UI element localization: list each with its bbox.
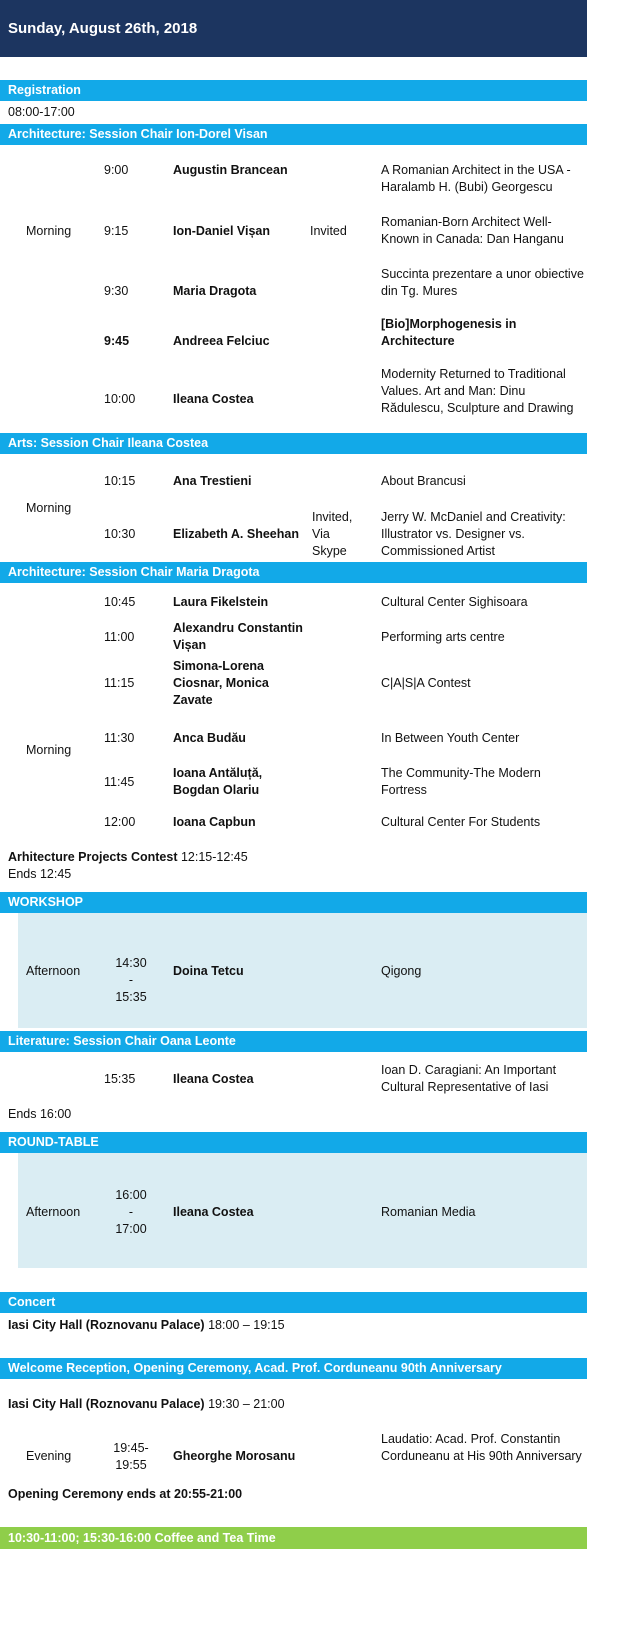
session-end-note: Ends 12:45 <box>8 867 72 881</box>
row-time: 10:30 <box>104 527 136 541</box>
section-header-registration: Registration <box>0 80 587 101</box>
welcome-venue-line <box>8 1396 285 1413</box>
row-time-dash: - <box>128 1205 134 1219</box>
presenter-name: Ileana Costea <box>173 1205 254 1219</box>
row-time: 9:45 <box>104 334 130 348</box>
presentation-title: Performing arts centre <box>381 630 505 644</box>
row-time: 10:45 <box>104 595 136 609</box>
presenter-name: Ion-Daniel Vișan <box>173 224 271 238</box>
period-label: Evening <box>26 1449 72 1463</box>
presenter-name: Doina Tetcu <box>173 964 244 978</box>
section-header-arts: Arts: Session Chair Ileana Costea <box>0 433 587 454</box>
presenter-note: Invited <box>310 224 347 238</box>
presenter-name: Elizabeth A. Sheehan <box>173 527 299 541</box>
row-time: 11:00 <box>104 630 135 644</box>
coffee-break-banner: 10:30-11:00; 15:30-16:00 Coffee and Tea Time <box>0 1527 587 1549</box>
venue-name: Iasi City Hall (Roznovanu Palace) <box>8 1318 205 1332</box>
registration-time: 08:00-17:00 <box>8 105 75 119</box>
section-header-architecture-1: Architecture: Session Chair Ion-Dorel Visan <box>0 124 587 145</box>
row-time: 9:00 <box>104 163 129 177</box>
presentation-title: Cultural Center Sighisoara <box>381 595 528 609</box>
section-header-workshop: WORKSHOP <box>0 892 587 913</box>
presenter-name: Simona-Lorena Ciosnar, Monica Zavate <box>173 659 269 707</box>
row-time: 15:35 <box>104 1072 136 1086</box>
row-time-start: 16:00 <box>115 1188 147 1202</box>
period-label: Morning <box>26 224 72 238</box>
workshop-row <box>18 913 587 1028</box>
row-time: 10:00 <box>104 392 136 406</box>
period-label: Afternoon <box>26 964 81 978</box>
presentation-title: A Romanian Architect in the USA - Haralamb H. (Bubi) Georgescu <box>381 163 571 194</box>
presentation-title: Laudatio: Acad. Prof. Constantin Corduneanu at His 90th Anniversary <box>381 1432 582 1463</box>
presenter-name: Ioana Capbun <box>173 815 256 829</box>
contest-line <box>8 849 248 866</box>
section-header-concert: Concert <box>0 1292 587 1313</box>
presenter-name: Ana Trestieni <box>173 474 252 488</box>
row-time: 12:00 <box>104 815 136 829</box>
concert-venue-line <box>8 1317 285 1334</box>
period-label: Afternoon <box>26 1205 81 1219</box>
presenter-note: Invited, Via Skype <box>312 510 353 558</box>
section-header-welcome-reception: Welcome Reception, Opening Ceremony, Acad. Prof. Corduneanu 90th Anniversary <box>0 1358 587 1379</box>
presentation-title: Qigong <box>381 964 422 978</box>
presenter-name: Ileana Costea <box>173 392 254 406</box>
period-label: Morning <box>26 743 72 757</box>
presentation-title: In Between Youth Center <box>381 731 520 745</box>
venue-time: 18:00 – 19:15 <box>208 1318 285 1332</box>
row-time-end: 17:00 <box>115 1222 147 1236</box>
row-time: 11:30 <box>104 731 135 745</box>
presenter-name: Augustin Brancean <box>173 163 288 177</box>
section-header-literature: Literature: Session Chair Oana Leonte <box>0 1031 587 1052</box>
presenter-name: Ioana Antăluță, Bogdan Olariu <box>173 766 263 797</box>
row-time-start: 14:30 <box>115 956 147 970</box>
session-end-note: Ends 16:00 <box>8 1107 72 1121</box>
row-time-dash: - <box>128 973 134 987</box>
presentation-title: Romanian Media <box>381 1205 476 1219</box>
presentation-title: [Bio]Morphogenesis in Architecture <box>381 317 517 348</box>
presentation-title: Cultural Center For Students <box>381 815 541 829</box>
presentation-title: Romanian-Born Architect Well-Known in Canada: Dan Hanganu <box>381 215 564 246</box>
section-header-architecture-2: Architecture: Session Chair Maria Dragota <box>0 562 587 583</box>
presentation-title: C|A|S|A Contest <box>381 676 471 690</box>
row-time: 10:15 <box>104 474 136 488</box>
presentation-title: Modernity Returned to Traditional Values. Art and Man: Dinu Rădulescu, Sculpture and Drawing <box>381 367 574 415</box>
presentation-title: The Community-The Modern Fortress <box>381 766 541 797</box>
row-time-end: 15:35 <box>115 990 147 1004</box>
presentation-title: Ioan D. Caragiani: An Important Cultural Representative of Iasi <box>381 1063 557 1094</box>
period-label: Morning <box>26 501 72 515</box>
contest-time: 12:15-12:45 <box>180 850 248 864</box>
presentation-title: Succinta prezentare a unor obiective din Tg. Mures <box>381 267 584 298</box>
row-time: 9:30 <box>104 284 129 298</box>
presenter-name: Gheorghe Morosanu <box>173 1449 296 1463</box>
presenter-name: Alexandru Constantin Vișan <box>173 621 303 652</box>
presenter-name: Maria Dragota <box>173 284 257 298</box>
page-title: Sunday, August 26th, 2018 <box>0 0 587 57</box>
presenter-name: Laura Fikelstein <box>173 595 269 609</box>
ceremony-end-note: Opening Ceremony ends at 20:55-21:00 <box>8 1487 243 1501</box>
contest-label: Arhitecture Projects Contest <box>8 850 178 864</box>
row-time: 11:15 <box>104 676 135 690</box>
presentation-title: Jerry W. McDaniel and Creativity: Illustrator vs. Designer vs. Commissioned Artist <box>381 510 566 558</box>
presenter-name: Anca Budău <box>173 731 246 745</box>
row-time: 9:15 <box>104 224 129 238</box>
section-header-round-table: ROUND-TABLE <box>0 1132 587 1153</box>
presenter-name: Andreea Felciuc <box>173 334 270 348</box>
presenter-name: Ileana Costea <box>173 1072 254 1086</box>
venue-name: Iasi City Hall (Roznovanu Palace) <box>8 1397 205 1411</box>
row-time: 19:45-19:55 <box>113 1441 149 1472</box>
presentation-title: About Brancusi <box>381 474 466 488</box>
row-time: 11:45 <box>104 775 135 789</box>
venue-time: 19:30 – 21:00 <box>208 1397 285 1411</box>
round-table-row <box>18 1153 587 1268</box>
